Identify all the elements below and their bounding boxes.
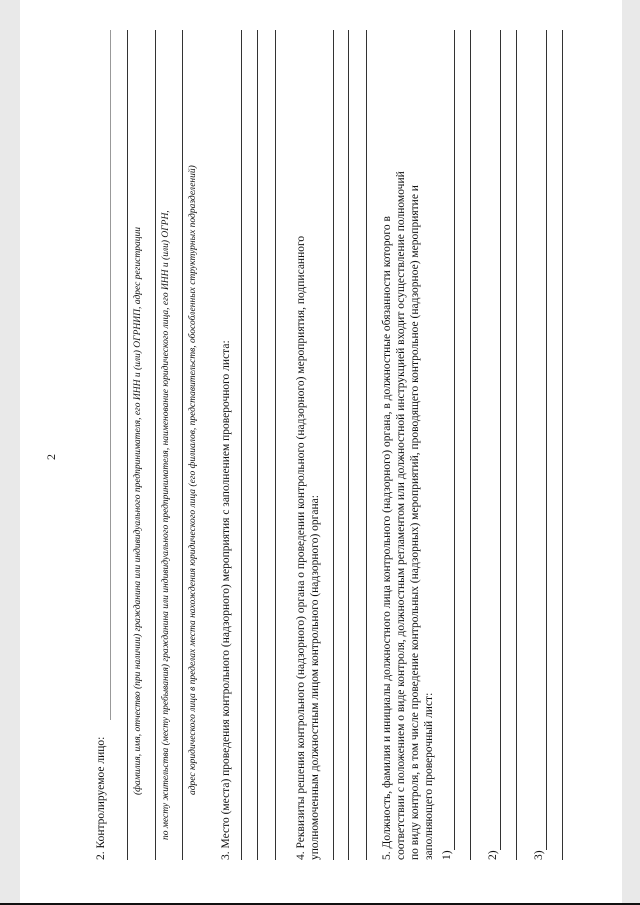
section3-line-1 xyxy=(241,30,242,860)
item2-line-2 xyxy=(516,30,517,860)
item3-line-2 xyxy=(562,30,563,860)
section3-line-3 xyxy=(275,30,276,860)
section5-item-3: 3) xyxy=(533,850,545,860)
section3-line-2 xyxy=(257,30,258,860)
section4-line-2: уполномоченным должностным лицом контрольного (надзорного) органа: xyxy=(309,495,321,860)
section2-line-3 xyxy=(182,30,183,860)
section2-line-faint xyxy=(110,30,111,720)
item1-line-1 xyxy=(454,30,455,850)
section3-title: 3. Место (места) проведения контрольного (надзорного) мероприятия с заполнением проверочного листа: xyxy=(220,340,232,860)
scan-edge-top xyxy=(0,0,20,905)
section5-line-1: 5. Должность, фамилия и инициалы должностного лица контрольного (надзорного) органа, в должностные обязанности которого в xyxy=(381,216,393,860)
section2-title: 2. Контролируемое лицо: xyxy=(95,736,107,860)
section5-item-2: 2) xyxy=(487,850,499,860)
section2-caption-1: (фамилия, имя, отчество (при наличии) гражданина или индивидуального предпринимателя, его ИНН и (или) ОГРНИП, адрес регистрации xyxy=(133,227,143,795)
section2-line-2 xyxy=(155,30,156,860)
section4-line-1: 4. Реквизиты решения контрольного (надзорного) органа о проведении контрольного (надзорного) мероприятия, подписанного xyxy=(295,235,307,860)
section2-caption-3: адрес юридического лица в пределах места нахождения юридического лица (его филиалов, представительств, обособленных структурных подразделений) xyxy=(188,165,198,795)
section5-line-4: заполняющего проверочный лист: xyxy=(423,692,435,860)
item3-line-1 xyxy=(546,30,547,850)
section5-line-2: соответствии с положением о виде контроля, должностным регламентом или должностной инструкцией входит осуществление полномочий xyxy=(395,171,407,860)
section2-line-1 xyxy=(127,30,128,860)
item1-line-2 xyxy=(470,30,471,860)
section4-line-c xyxy=(366,30,367,860)
section5-line-3: по виду контроля, в том числе проведение контрольных (надзорных) мероприятий, проводящего контрольное (надзорное) мероприятие и xyxy=(409,185,421,860)
section5-item-1: 1) xyxy=(441,850,453,860)
item2-line-1 xyxy=(500,30,501,850)
scan-edge-bottom xyxy=(622,0,640,905)
section4-line-a xyxy=(333,30,334,860)
page-number: 2 xyxy=(44,454,58,460)
section2-caption-2: по месту жительства (месту пребывания) гражданина или индивидуального предпринимателя, наименование юридического лица, его ИНН и (или) ОГРН, xyxy=(161,210,171,840)
section4-line-b xyxy=(348,30,349,860)
